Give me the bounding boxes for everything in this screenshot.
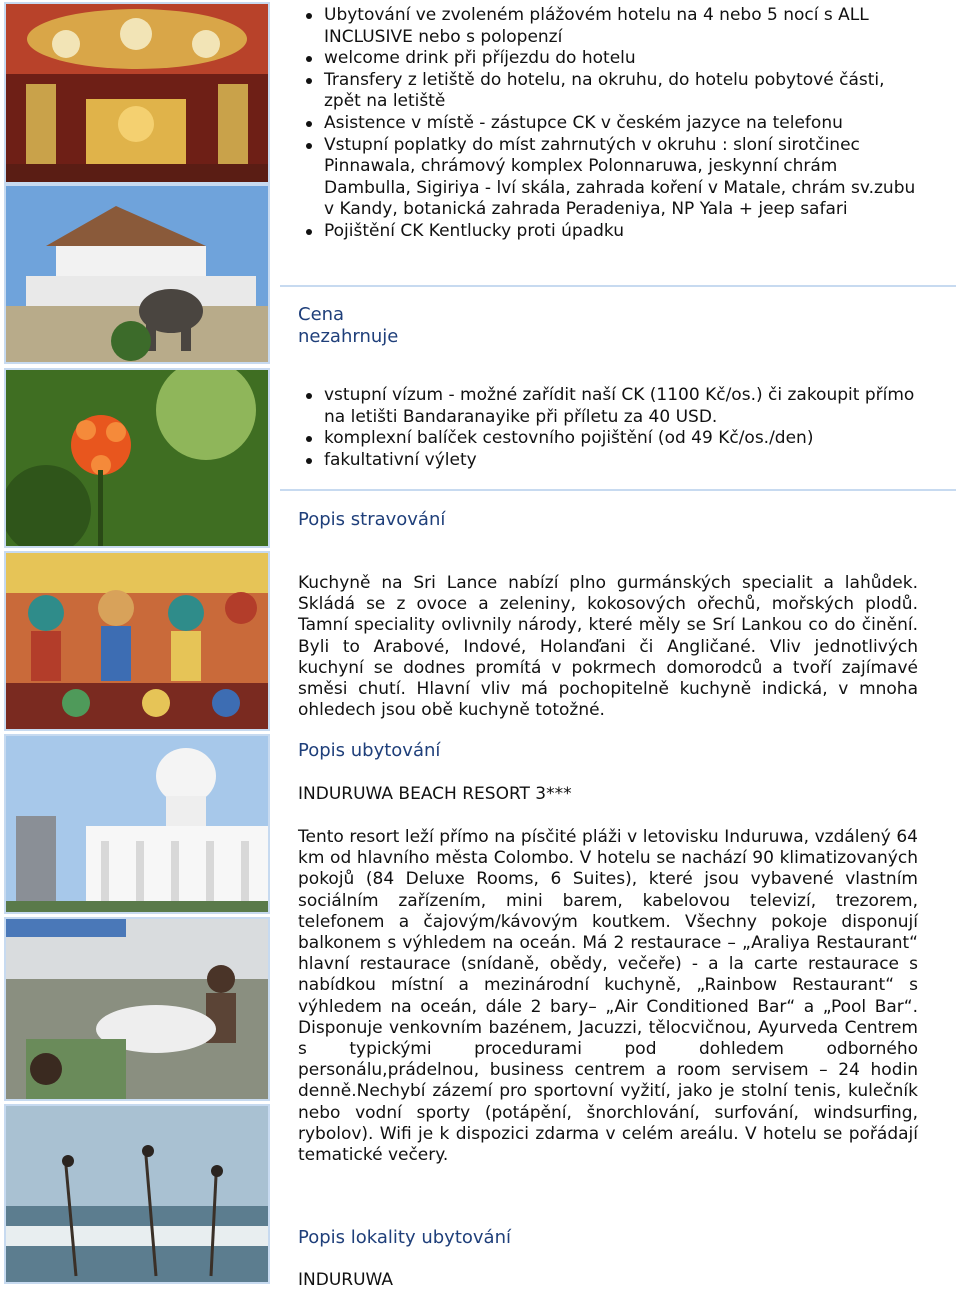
section-divider: [280, 285, 956, 287]
locality-title: Popis lokality ubytování: [298, 1227, 511, 1248]
not-included-title-line2: nezahrnuje: [298, 326, 399, 347]
orange-flower-photo: [4, 368, 270, 548]
list-item: Ubytování ve zvoleném plážovém hotelu na 4 nebo 5 nocí s ALL INCLUSIVE nebo s polopenzí: [298, 5, 920, 48]
accommodation-text: Tento resort leží přímo na písčité pláži v letovisku Induruwa, vzdálený 64 km od hlavního města Colombo. V hotelu se nachází 90 klimatizovaných pokojů (84 Deluxe Rooms, 6 Suites), které jsou vybavené vlastním sociálním zařízením, mini barem, kabelovou televizí, trezorem, telefonem a čajovým/kávovým koutkem. Všechny pokoje disponují balkonem s výhledem na oceán. Má 2 restaurace – „Araliya Restaurant“ hlavní restaurace (snídaně, obědy, večeře) - a la carte restaurace s nabídkou místní a mezinárodní kuchyně, „Rainbow Restaurant“ s výhledem na oceán, dále 2 bary– „Air Conditioned Bar“ a „Pool Bar“. Disponuje venkovním bazénem, Jacuzzi, tělocvičnou, Ayurveda Centrem s typickými procedurami pod dohledem odborného personálu,prádelnou, business centrem a room servisem – 24 hodin denně.Nechybí zázemí pro sportovní vyžití, jako je stolní tenis, kulečník nebo vodní sporty (potápění, šnorchlování, surfování, windsurfing, rybolov). Wifi je k dispozici zdarma v celém areálu. V hotelu se pořádají tematické večery.: [298, 827, 918, 1166]
list-item: vstupní vízum - možné zařídit naší CK (1100 Kč/os.) či zakoupit přímo na letišti Bandaranayike při příletu za 40 USD.: [298, 385, 920, 428]
list-item: Pojištění CK Kentlucky proti úpadku: [298, 221, 920, 243]
accommodation-title: Popis ubytování: [298, 740, 441, 761]
list-item: Transfery z letiště do hotelu, na okruhu, do hotelu pobytové části, zpět na letiště: [298, 70, 920, 113]
section-divider: [280, 489, 956, 491]
included-services: [298, 5, 920, 243]
hotel-name: INDURUWA BEACH RESORT 3***: [298, 784, 572, 804]
not-included-list: [298, 385, 920, 471]
meals-text: Kuchyně na Sri Lance nabízí plno gurmánských specialit a lahůdek. Skládá se z ovoce a zeleniny, kokosových ořechů, mořských plodů. Tamní speciality ovlivnily národy, které měly se Srí Lankou co do činění. Byli to Arabové, Indové, Holanďani či Angličané. Vliv jednotlivých kuchyní se dodnes promítá v pokrmech domorodců a tvoří zajímavé směsi chutí. Hlavní vliv má pochopitelně kuchyně indická, v mnoha ohledech jsou obě kuchyně totožné.: [298, 573, 918, 721]
hindu-statues-photo: [4, 551, 270, 731]
temple-interior-photo: [4, 2, 270, 184]
kavadi-dancer-photo: [4, 917, 270, 1101]
locality-name: INDURUWA: [298, 1270, 394, 1290]
not-included-title-line1: Cena: [298, 304, 345, 325]
stilt-fishermen-photo: [4, 1104, 270, 1284]
colonial-building-photo: [4, 734, 270, 914]
not-included-section: [298, 385, 920, 471]
list-item: fakultativní výlety: [298, 450, 920, 472]
temple-elephant-photo: [4, 184, 270, 364]
included-list: [298, 5, 920, 243]
not-included-title: [298, 304, 398, 348]
list-item: Vstupní poplatky do míst zahrnutých v okruhu : sloní sirotčinec Pinnawala, chrámový komplex Polonnaruwa, jeskynní chrám Dambulla, Sigiriya - lví skála, zahrada koření v Matale, chrám sv.zubu v Kandy, botanická zahrada Peradeniya, NP Yala + jeep safari: [298, 135, 920, 221]
meals-title: Popis stravování: [298, 509, 446, 530]
list-item: welcome drink při příjezdu do hotelu: [298, 48, 920, 70]
list-item: komplexní balíček cestovního pojištění (od 49 Kč/os./den): [298, 428, 920, 450]
list-item: Asistence v místě - zástupce CK v českém jazyce na telefonu: [298, 113, 920, 135]
